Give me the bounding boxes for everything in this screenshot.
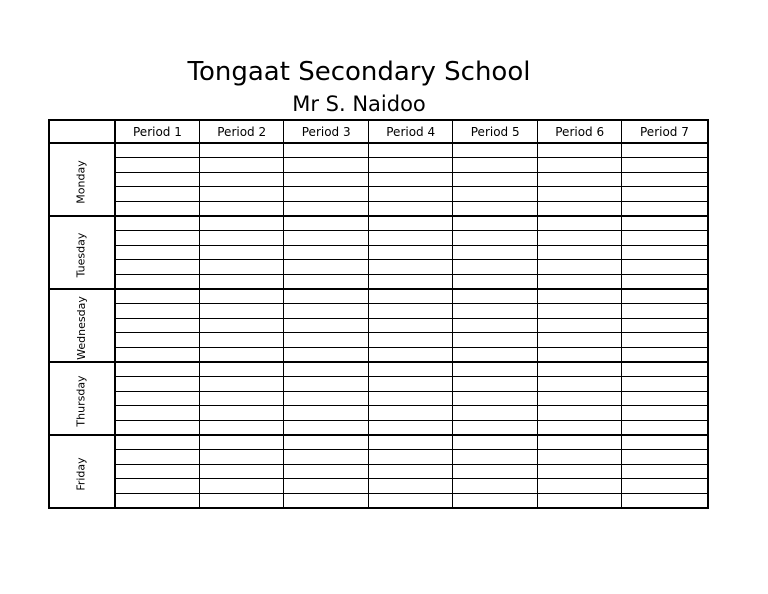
timetable-cell [538,391,622,406]
timetable-cell [538,420,622,435]
timetable-cell [284,420,369,435]
timetable-cell [115,479,200,494]
timetable-cell [453,391,538,406]
timetable-cell [200,406,284,421]
timetable-cell [369,406,453,421]
timetable-cell [200,231,284,246]
timetable-cell [115,143,200,158]
timetable-cell [200,158,284,173]
timetable-cell [622,391,708,406]
timetable-cell [453,420,538,435]
timetable-cell [538,435,622,450]
timetable-cell [284,172,369,187]
timetable-cell [284,289,369,304]
timetable-cell [200,347,284,362]
timetable-cell [622,406,708,421]
timetable-cell [200,391,284,406]
timetable-cell [115,216,200,231]
timetable-grid [48,119,709,509]
timetable-cell [115,420,200,435]
timetable-cell [622,143,708,158]
timetable-cell [284,449,369,464]
timetable-row [49,216,708,231]
timetable-cell [284,187,369,202]
timetable-cell [369,245,453,260]
timetable-cell [284,143,369,158]
timetable-row [49,143,708,158]
day-label: Thursday [74,375,88,427]
timetable-cell [622,304,708,319]
period-header: Period 4 [369,120,453,143]
timetable-cell [453,172,538,187]
timetable-cell [622,216,708,231]
timetable-cell [538,231,622,246]
timetable-cell [538,406,622,421]
timetable-cell [284,216,369,231]
timetable-cell [538,187,622,202]
timetable-cell [115,406,200,421]
timetable-cell [200,377,284,392]
timetable-cell [622,245,708,260]
timetable-cell [115,158,200,173]
timetable-cell [284,201,369,216]
timetable-cell [200,216,284,231]
timetable-cell [200,479,284,494]
timetable-cell [369,304,453,319]
timetable-cell [369,333,453,348]
timetable-cell [622,201,708,216]
timetable-cell [369,449,453,464]
timetable-cell [622,493,708,508]
timetable-cell [453,143,538,158]
timetable-cell [369,289,453,304]
timetable-cell [284,245,369,260]
timetable-cell [453,304,538,319]
timetable-row [49,304,708,319]
timetable-cell [115,347,200,362]
timetable-cell [369,201,453,216]
timetable-cell [538,449,622,464]
timetable-row [49,435,708,450]
timetable-cell [284,406,369,421]
timetable-cell [369,231,453,246]
timetable-cell [538,158,622,173]
timetable-row [49,274,708,289]
timetable-cell [200,493,284,508]
timetable-cell [200,435,284,450]
timetable-row [49,158,708,173]
timetable-cell [622,347,708,362]
period-header: Period 7 [622,120,708,143]
timetable-cell [369,260,453,275]
day-label: Friday [74,457,88,491]
timetable-cell [453,406,538,421]
timetable-cell [453,187,538,202]
timetable-cell [115,289,200,304]
timetable-cell [200,187,284,202]
timetable-cell [453,493,538,508]
timetable-cell [453,464,538,479]
school-title: Tongaat Secondary School [187,57,531,87]
timetable-cell [369,435,453,450]
timetable-cell [453,158,538,173]
timetable-cell [200,143,284,158]
timetable-cell [115,274,200,289]
timetable-cell [538,479,622,494]
timetable-cell [622,420,708,435]
timetable-cell [538,362,622,377]
timetable-cell [115,449,200,464]
timetable-cell [622,479,708,494]
timetable-cell [200,449,284,464]
timetable-cell [453,435,538,450]
timetable-cell [453,362,538,377]
timetable-cell [622,158,708,173]
timetable-cell [622,260,708,275]
timetable-row [49,377,708,392]
timetable-cell [115,435,200,450]
timetable-cell [369,391,453,406]
timetable-cell [369,493,453,508]
timetable-row [49,406,708,421]
timetable-cell [622,464,708,479]
timetable-cell [115,362,200,377]
timetable-cell [284,231,369,246]
timetable-cell [453,289,538,304]
timetable-row [49,391,708,406]
timetable-cell [284,333,369,348]
timetable-cell [115,318,200,333]
timetable-cell [369,187,453,202]
timetable-cell [538,172,622,187]
period-header: Period 5 [453,120,538,143]
timetable-cell [369,362,453,377]
timetable-row [49,493,708,508]
timetable-cell [369,172,453,187]
timetable-cell [453,318,538,333]
period-header: Period 1 [115,120,200,143]
timetable-cell [622,187,708,202]
timetable-row [49,187,708,202]
day-label-cell [49,143,115,216]
timetable-row [49,231,708,246]
day-label: Tuesday [74,232,88,278]
timetable-cell [200,289,284,304]
timetable-cell [284,435,369,450]
timetable-cell [369,274,453,289]
timetable-cell [115,333,200,348]
timetable-cell [453,479,538,494]
corner-cell [49,120,115,143]
timetable-cell [538,289,622,304]
timetable-cell [284,391,369,406]
timetable-cell [200,333,284,348]
timetable-cell [369,420,453,435]
timetable-cell [284,479,369,494]
timetable-cell [453,347,538,362]
timetable-cell [538,493,622,508]
timetable-cell [115,187,200,202]
timetable-cell [200,318,284,333]
timetable-cell [622,362,708,377]
timetable-cell [284,260,369,275]
timetable-cell [369,377,453,392]
timetable-cell [200,464,284,479]
timetable-cell [538,464,622,479]
timetable-cell [369,318,453,333]
timetable-cell [622,333,708,348]
timetable-cell [200,172,284,187]
period-header: Period 3 [284,120,369,143]
timetable-cell [115,377,200,392]
timetable-row [49,201,708,216]
timetable-cell [115,464,200,479]
timetable-row [49,449,708,464]
day-label-cell [49,362,115,435]
timetable-cell [115,201,200,216]
day-label: Monday [74,160,88,204]
timetable-cell [453,274,538,289]
timetable-cell [200,245,284,260]
timetable-cell [284,493,369,508]
timetable-cell [200,362,284,377]
period-header-row [49,120,708,143]
timetable-cell [369,347,453,362]
timetable-cell [538,318,622,333]
timetable-row [49,362,708,377]
timetable-cell [115,245,200,260]
timetable-cell [369,464,453,479]
period-header: Period 2 [200,120,284,143]
timetable-cell [284,464,369,479]
timetable-row [49,318,708,333]
timetable-cell [622,289,708,304]
timetable-cell [538,245,622,260]
timetable-cell [453,260,538,275]
period-header: Period 6 [538,120,622,143]
timetable-cell [200,304,284,319]
timetable-cell [200,201,284,216]
timetable-cell [200,420,284,435]
day-label: Wednesday [74,296,88,360]
timetable-row [49,333,708,348]
timetable-cell [453,216,538,231]
timetable-cell [538,347,622,362]
timetable-cell [453,245,538,260]
timetable-cell [622,318,708,333]
timetable-cell [115,231,200,246]
timetable-cell [284,318,369,333]
timetable-row [49,464,708,479]
timetable-cell [538,333,622,348]
timetable-cell [538,377,622,392]
timetable-cell [115,304,200,319]
timetable-cell [622,449,708,464]
timetable-row [49,347,708,362]
timetable-cell [284,347,369,362]
timetable-row [49,479,708,494]
timetable-cell [622,435,708,450]
timetable-cell [538,304,622,319]
timetable-cell [115,493,200,508]
timetable-row [49,420,708,435]
timetable-cell [622,274,708,289]
timetable-cell [622,172,708,187]
timetable-cell [284,304,369,319]
timetable-cell [538,216,622,231]
timetable-cell [284,377,369,392]
timetable-cell [369,143,453,158]
timetable-cell [453,231,538,246]
timetable-body [49,143,708,508]
timetable-cell [538,201,622,216]
timetable-cell [200,274,284,289]
timetable-cell [200,260,284,275]
timetable-cell [538,143,622,158]
teacher-name: Mr S. Naidoo [292,92,426,116]
timetable-cell [115,260,200,275]
timetable-cell [115,172,200,187]
day-label-cell [49,216,115,289]
timetable-cell [453,449,538,464]
timetable-cell [115,391,200,406]
timetable-cell [538,274,622,289]
timetable-cell [622,231,708,246]
timetable-cell [453,377,538,392]
timetable-row [49,172,708,187]
timetable-cell [284,274,369,289]
timetable-row [49,245,708,260]
timetable-row [49,260,708,275]
day-label-cell [49,289,115,362]
timetable-cell [284,362,369,377]
timetable-cell [453,333,538,348]
timetable-cell [284,158,369,173]
timetable-cell [369,216,453,231]
timetable-cell [453,201,538,216]
timetable-cell [369,479,453,494]
day-label-cell [49,435,115,508]
timetable-cell [622,377,708,392]
timetable-row [49,289,708,304]
timetable-cell [369,158,453,173]
timetable-cell [538,260,622,275]
